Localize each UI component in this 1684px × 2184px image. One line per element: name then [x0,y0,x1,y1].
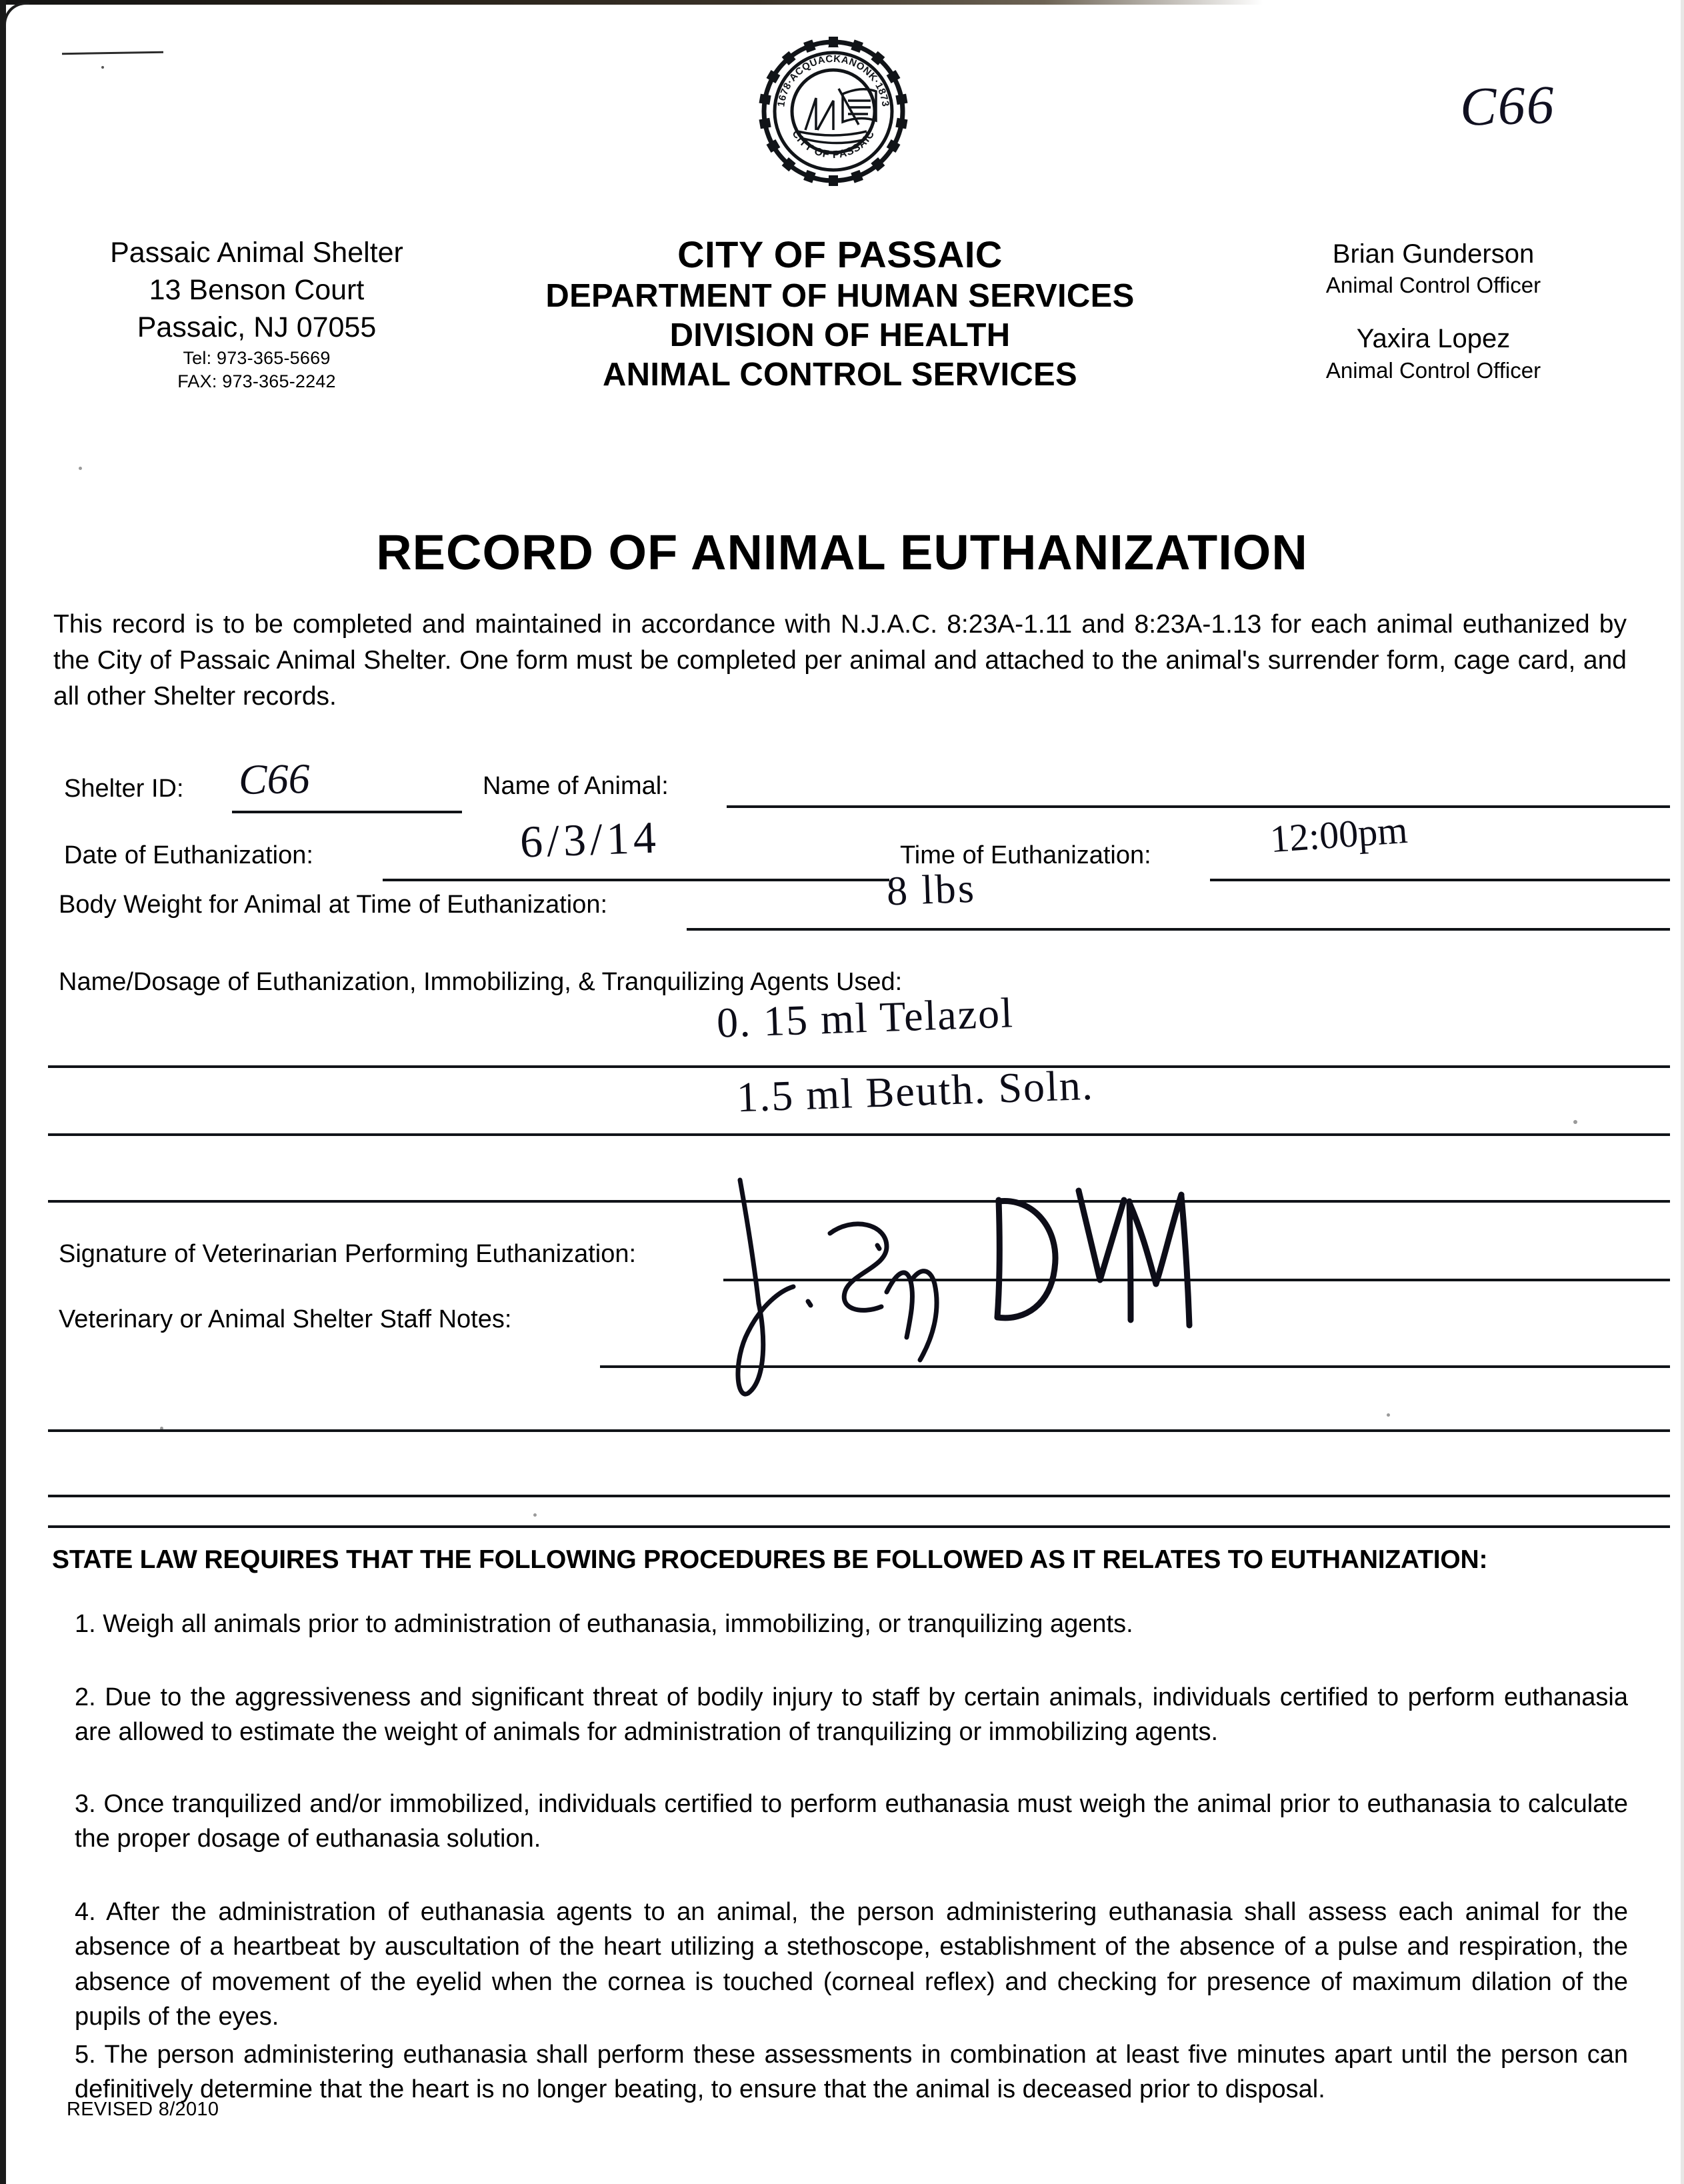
stray-speck [533,1513,537,1517]
date-of-euthanization-value[interactable]: 6/3/14 [519,811,661,867]
state-law-heading: STATE LAW REQUIRES THAT THE FOLLOWING PROCEDURES BE FOLLOWED AS IT RELATES TO EUTHANIZATION: [52,1545,1488,1574]
officer-2-name: Yaxira Lopez [1356,324,1511,354]
date-of-euthanization-rule [383,879,889,881]
state-law-item-4 [75,1895,1628,2035]
city-of-passaic-seal-icon [759,37,908,186]
svg-text:1678·ACQUACKANONK·1873: 1678·ACQUACKANONK·1873 [775,53,891,108]
agency-line-services: ANIMAL CONTROL SERVICES [602,356,1078,393]
agency-line-division: DIVISION OF HEALTH [669,317,1011,353]
stray-speck [1387,1413,1390,1417]
officer-1-name: Brian Gunderson [1332,239,1535,269]
agents-line-1-value[interactable]: 0. 15 ml Telazol [715,989,1015,1047]
scan-edge-left [0,0,6,2184]
agents-line-2-value[interactable]: 1.5 ml Beuth. Soln. [735,1061,1095,1121]
shelter-id-label: Shelter ID: [64,775,184,803]
shelter-street: 13 Benson Court [149,273,365,306]
agents-rule-2 [48,1133,1670,1136]
veterinarian-signature-mark[interactable] [687,1160,1287,1413]
revision-footer: REVISED 8/2010 [67,2099,219,2120]
shelter-id-value[interactable]: C66 [238,755,311,803]
time-of-euthanization-value[interactable]: 12:00pm [1268,807,1409,861]
staff-notes-rule-2 [48,1495,1670,1497]
stray-speck [79,467,82,470]
agency-line-department: DEPARTMENT OF HUMAN SERVICES [545,278,1135,315]
state-law-item-5-text: 5. The person administering euthanasia shall perform these assessments in combination at least five minutes apart until the person can definitively determine that the heart is no longer beating, to ensure that the animal is deceased prior to disposal. [75,2041,1628,2104]
state-law-item-3-text: 3. Once tranquilized and/or immobilized, individuals certified to perform euthanasia must weigh the animal prior to euthanasia to calculate the proper dosage of euthanasia solution. [75,1790,1628,1853]
state-law-item-2-text: 2. Due to the aggressiveness and significant threat of bodily injury to staff by certain animals, individuals certified to perform euthanasia are allowed to estimate the weight of animals for administration of tranquilizing or immobilizing agents. [75,1683,1628,1747]
staff-notes-label: Veterinary or Animal Shelter Staff Notes: [59,1305,512,1333]
state-law-item-4-text: 4. After the administration of euthanasia agents to an animal, the person administering euthanasia shall assess each animal for the absence of a heartbeat by auscultation of the heart utilizing a stethoscope, establishment of the absence of a pulse and respiration, the absence of movement of the eyelid when the cornea is touched (corneal reflex) and checking for presence of maximum dilation of the pupils of the eyes. [75,1898,1628,2031]
officer-2-role: Animal Control Officer [1325,357,1541,383]
shelter-city-state-zip: Passaic, NJ 07055 [137,311,377,343]
shelter-telephone: Tel: 973-365-5669 [183,347,331,368]
name-of-animal-label: Name of Animal: [483,772,669,800]
staff-notes-rule-1 [48,1429,1670,1432]
state-law-item-1 [75,1607,1628,1641]
scan-corner-artifact [6,5,31,30]
shelter-address-block [40,235,473,393]
state-law-item-5 [75,2037,1628,2107]
agency-title-block [467,232,1213,395]
state-law-item-3 [75,1787,1628,1857]
shelter-fax: FAX: 973-365-2242 [177,371,336,391]
date-of-euthanization-label: Date of Euthanization: [64,841,313,869]
time-of-euthanization-rule [1210,879,1670,881]
intro-text: This record is to be completed and maintained in accordance with N.J.A.C. 8:23A-1.11 and 8:23A-1.13 for each animal euthanized by the City of Passaic Animal Shelter. One form must be completed per animal and attached to the animal's surrender form, cage card, and all other Shelter records. [53,610,1627,711]
scan-edge-top [0,0,1684,5]
shelter-name: Passaic Animal Shelter [110,237,403,269]
body-weight-label: Body Weight for Animal at Time of Euthanization: [59,891,608,919]
name-of-animal-rule [727,805,1670,808]
veterinarian-signature-label: Signature of Veterinarian Performing Euthanization: [59,1240,637,1268]
svg-text:CITY OF PASSAIC: CITY OF PASSAIC [789,128,877,161]
handwritten-shelter-id-top: C66 [1459,74,1556,137]
staff-notes-rule-3 [48,1525,1670,1528]
state-law-item-2 [75,1680,1628,1750]
staff-notes-rule-0 [600,1365,1670,1368]
body-weight-value[interactable]: 8 lbs [885,865,977,915]
agents-rule-1 [48,1065,1670,1068]
stray-speck [101,66,104,69]
shelter-id-rule [232,811,462,813]
officer-1-role: Animal Control Officer [1325,273,1541,298]
intro-paragraph [53,607,1627,714]
animal-control-officers-block [1227,237,1640,385]
page-title: RECORD OF ANIMAL EUTHANIZATION [376,525,1308,580]
stray-speck [1573,1120,1577,1124]
agency-line-city: CITY OF PASSAIC [677,233,1003,275]
agents-used-label: Name/Dosage of Euthanization, Immobilizing, & Tranquilizing Agents Used: [59,968,903,996]
stray-pen-mark [62,51,163,55]
time-of-euthanization-label: Time of Euthanization: [900,841,1151,869]
state-law-item-1-text: 1. Weigh all animals prior to administration of euthanasia, immobilizing, or tranquilizing agents. [75,1610,1133,1638]
scan-edge-right [1681,0,1684,2184]
body-weight-rule [687,928,1670,931]
